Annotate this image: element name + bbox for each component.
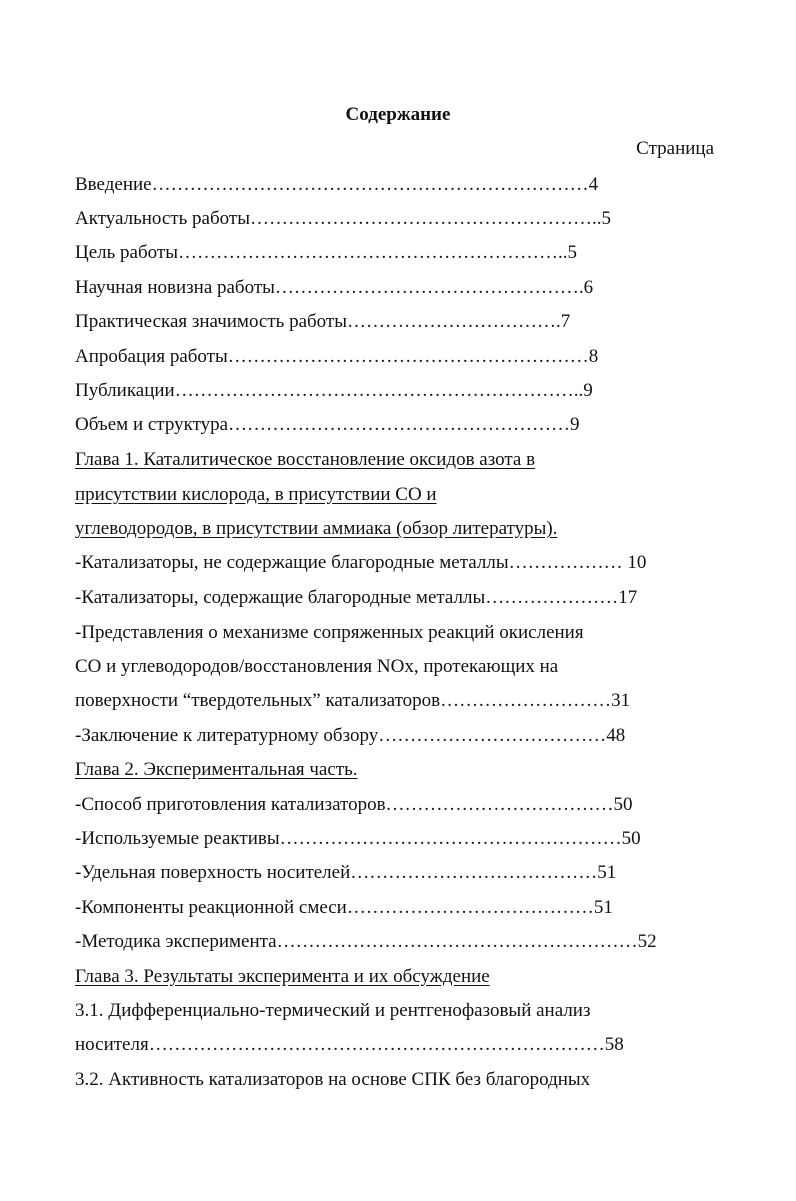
- toc-line: Публикации………………………………………………………..9: [75, 380, 593, 401]
- toc-chapter-heading: углеводородов, в присутствии аммиака (обзор литературы).: [75, 518, 558, 539]
- toc-line: СО и углеводородов/восстановления NOx, протекающих на: [75, 656, 559, 677]
- toc-line: -Представления о механизме сопряженных реакций окисления: [75, 622, 584, 643]
- toc-line: -Заключение к литературному обзору………………………………48: [75, 725, 626, 746]
- page-column-label: Страница: [636, 138, 714, 159]
- toc-line: -Удельная поверхность носителей…………………………………51: [75, 862, 617, 883]
- toc-line: Практическая значимость работы…………………………….7: [75, 311, 571, 332]
- toc-line: Актуальность работы………………………………………………..5: [75, 208, 611, 229]
- page-title: Содержание: [345, 104, 451, 125]
- toc-line: -Используемые реактивы………………………………………………50: [75, 828, 641, 849]
- toc-line: -Способ приготовления катализаторов………………………………50: [75, 794, 633, 815]
- toc-line: Объем и структура………………………………………………9: [75, 414, 580, 435]
- toc-line: -Катализаторы, не содержащие благородные металлы……………… 10: [75, 552, 647, 573]
- toc-line: носителя………………………………………………………………58: [75, 1034, 624, 1055]
- toc-line: 3.1. Дифференциально-термический и рентгенофазовый анализ: [75, 1000, 591, 1021]
- toc-line: поверхности “твердотельных” катализаторов………………………31: [75, 690, 631, 711]
- toc-line: 3.2. Активность катализаторов на основе СПК без благородных: [75, 1069, 591, 1090]
- toc-chapter-heading: Глава 3. Результаты эксперимента и их обсуждение: [75, 966, 490, 987]
- toc-line: -Катализаторы, содержащие благородные металлы…………………17: [75, 587, 638, 608]
- toc-chapter-heading: Глава 1. Каталитическое восстановление оксидов азота в: [75, 449, 536, 470]
- toc-chapter-heading: Глава 2. Экспериментальная часть.: [75, 759, 358, 780]
- toc-chapter-heading: присутствии кислорода, в присутствии СО и: [75, 484, 437, 505]
- toc-line: -Компоненты реакционной смеси…………………………………51: [75, 897, 613, 918]
- toc-line: Научная новизна работы………………………………………….6: [75, 277, 594, 298]
- toc-line: Апробация работы…………………………………………………8: [75, 346, 599, 367]
- toc-line: Цель работы……………………………………………………..5: [75, 242, 577, 263]
- toc-line: -Методика эксперимента…………………………………………………52: [75, 931, 657, 952]
- toc-line: Введение……………………………………………………………4: [75, 174, 599, 195]
